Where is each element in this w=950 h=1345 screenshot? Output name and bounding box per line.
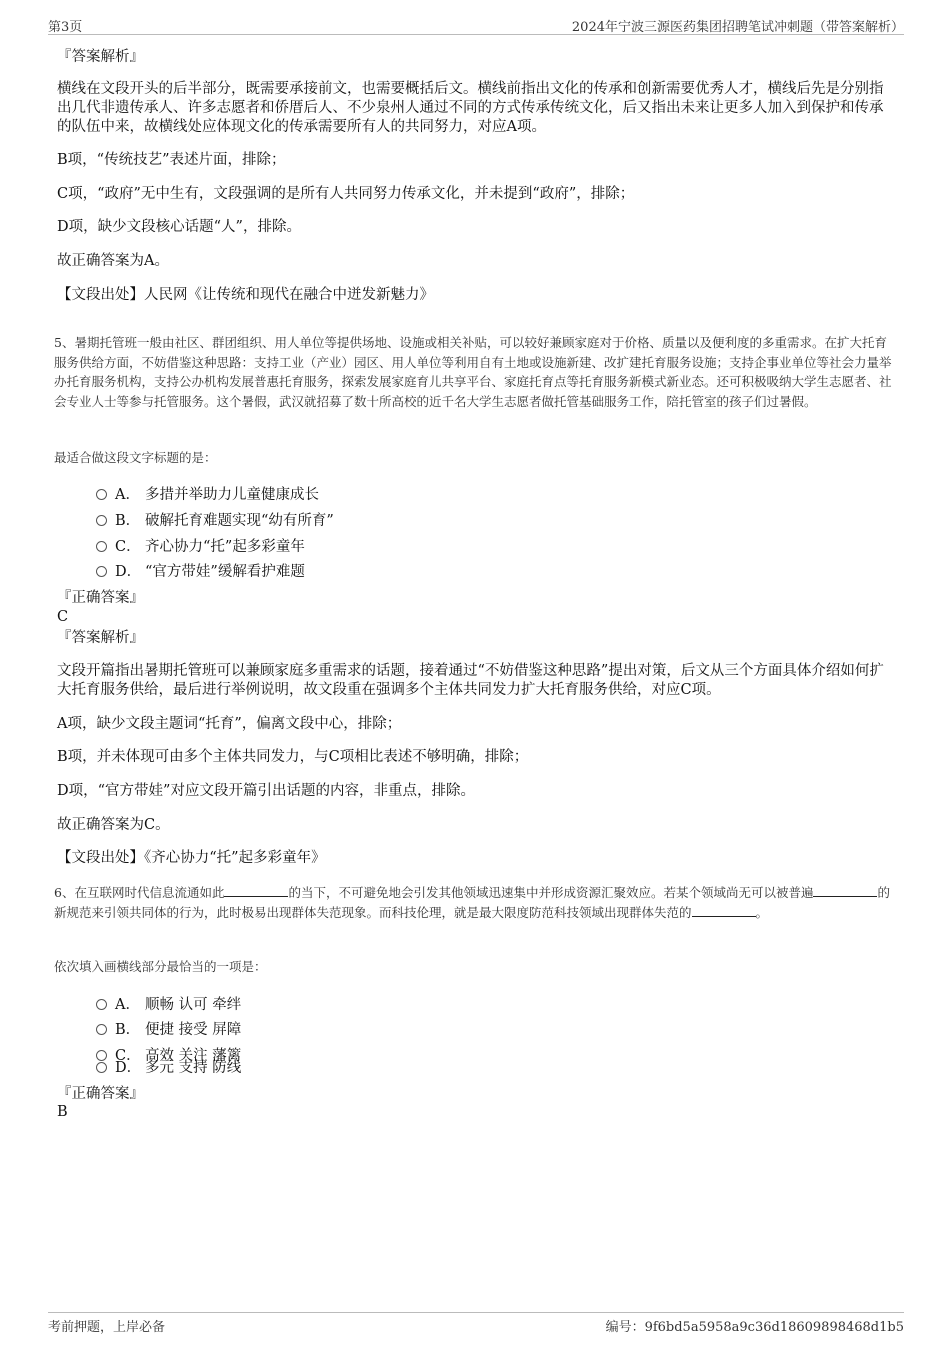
q5-option-a-note: A项，缺少文段主题词“托育”，偏离文段中心，排除； bbox=[57, 716, 402, 732]
q5-conclusion: 故正确答案为C。 bbox=[57, 817, 170, 833]
q6-correct-answer: B bbox=[57, 1104, 68, 1120]
q6-prompt: 依次填入画横线部分最恰当的一项是： bbox=[54, 959, 267, 974]
q4-option-d-note: D项，缺少文段核心话题“人”，排除。 bbox=[57, 219, 301, 235]
q5-option-a[interactable]: A． 多措并举助力儿童健康成长 bbox=[96, 483, 319, 503]
q5-text: 5、暑期托管班一般由社区、群团组织、用人单位等提供场地、设施或相关补贴，可以较好兼顾家庭对于价格、质量以及便利度的多重需求。在扩大托育服务供给方面，不妨借鉴这种思路：支持工业（产业）园区、用人单位等利用自有土地或设施新建、改扩建托育服务设施；支持企事业单位等社会力量举办托育服务机构，支持公办机构发展普惠托育服务，探索发展家庭育儿共享平台、家庭托育点等托育服务新模式新业态。还可积极吸纳大学生志愿者、社会专业人士等参与托管服务。这个暑假，武汉就招募了数十所高校的近千名大学生志愿者做托管基础服务工作，陪托管室的孩子们过暑假。 bbox=[54, 335, 892, 409]
q5-correct-label: 『正确答案』 bbox=[57, 590, 144, 606]
q6-correct-label: 『正确答案』 bbox=[57, 1086, 144, 1102]
q5-analysis-label: 『答案解析』 bbox=[57, 630, 144, 646]
q5-source: 【文段出处】《齐心协力“托”起多彩童年》 bbox=[57, 850, 326, 866]
q4-conclusion: 故正确答案为A。 bbox=[57, 253, 169, 269]
q5-option-d-note: D项，“官方带娃”对应文段开篇引出话题的内容，非重点，排除。 bbox=[57, 783, 475, 799]
footer-slogan: 考前押题，上岸必备 bbox=[48, 1320, 166, 1335]
page-header bbox=[48, 14, 904, 35]
q5-analysis: 文段开篇指出暑期托管班可以兼顾家庭多重需求的话题，接着通过“不妨借鉴这种思路”提出对策，后文从三个方面具体介绍如何扩大托育服务供给，最后进行举例说明，故文段重在强调多个主体共同发力扩大托育服务供给，对应C项。 bbox=[57, 663, 884, 698]
q6-option-d[interactable]: D． 多元 支持 防线 bbox=[96, 1056, 241, 1076]
radio-icon[interactable] bbox=[96, 489, 107, 500]
fill-blank bbox=[224, 884, 288, 897]
q6-text: 6、在互联网时代信息流通如此 的当下，不可避免地会引发其他领域迅速集中并形成资源汇聚效应。若某个领域尚无可以被普遍 的新规范来引领共同体的行为，此时极易出现群体失范现象。而科技伦理，就是最大限度防范科技领域出现群体失范的 。 bbox=[54, 885, 890, 920]
q6-option-a[interactable]: A． 顺畅 认可 牵绊 bbox=[96, 993, 241, 1013]
page-number: 第3页 bbox=[48, 20, 83, 35]
document-id: 编号：9f6bd5a5958a9c36d18609898468d1b5 bbox=[605, 1320, 904, 1335]
q5-option-b-note: B项，并未体现可由多个主体共同发力，与C项相比表述不够明确，排除； bbox=[57, 749, 529, 765]
radio-icon[interactable] bbox=[96, 566, 107, 577]
fill-blank bbox=[813, 884, 877, 897]
radio-icon[interactable] bbox=[96, 1062, 107, 1073]
q4-analysis: 横线在文段开头的后半部分，既需要承接前文，也需要概括后文。横线前指出文化的传承和创新需要优秀人才，横线后先是分别指出几代非遗传承人、许多志愿者和侨厝后人、不少泉州人通过不同的方式传承传统文化，后又指出未来让更多人加入到保护和传承的队伍中来，故横线处应体现文化的传承需要所有人的共同努力，对应A项。 bbox=[57, 81, 884, 135]
q5-prompt: 最适合做这段文字标题的是： bbox=[54, 450, 217, 465]
q5-option-b[interactable]: B． 破解托育难题实现“幼有所育” bbox=[96, 509, 334, 529]
q6-option-c[interactable]: C． 高效 关注 藩篱 bbox=[96, 1044, 241, 1064]
radio-icon[interactable] bbox=[96, 999, 107, 1010]
q4-analysis-label: 『答案解析』 bbox=[57, 49, 144, 65]
q6-option-b[interactable]: B． 便捷 接受 屏障 bbox=[96, 1018, 241, 1038]
radio-icon[interactable] bbox=[96, 541, 107, 552]
document-title: 2024年宁波三源医药集团招聘笔试冲刺题（带答案解析） bbox=[571, 20, 904, 35]
radio-icon[interactable] bbox=[96, 515, 107, 526]
q4-option-b-note: B项，“传统技艺”表述片面，排除； bbox=[57, 152, 286, 168]
q4-option-c-note: C项，“政府”无中生有，文段强调的是所有人共同努力传承文化，并未提到“政府”，排除； bbox=[57, 186, 635, 202]
q5-option-d[interactable]: D． “官方带娃”缓解看护难题 bbox=[96, 560, 305, 580]
page-footer bbox=[48, 1312, 904, 1335]
q5-option-c[interactable]: C． 齐心协力“托”起多彩童年 bbox=[96, 535, 305, 555]
radio-icon[interactable] bbox=[96, 1024, 107, 1035]
fill-blank bbox=[692, 904, 756, 917]
q4-source: 【文段出处】人民网《让传统和现代在融合中迸发新魅力》 bbox=[57, 287, 434, 303]
q5-correct-answer: C bbox=[57, 609, 69, 625]
